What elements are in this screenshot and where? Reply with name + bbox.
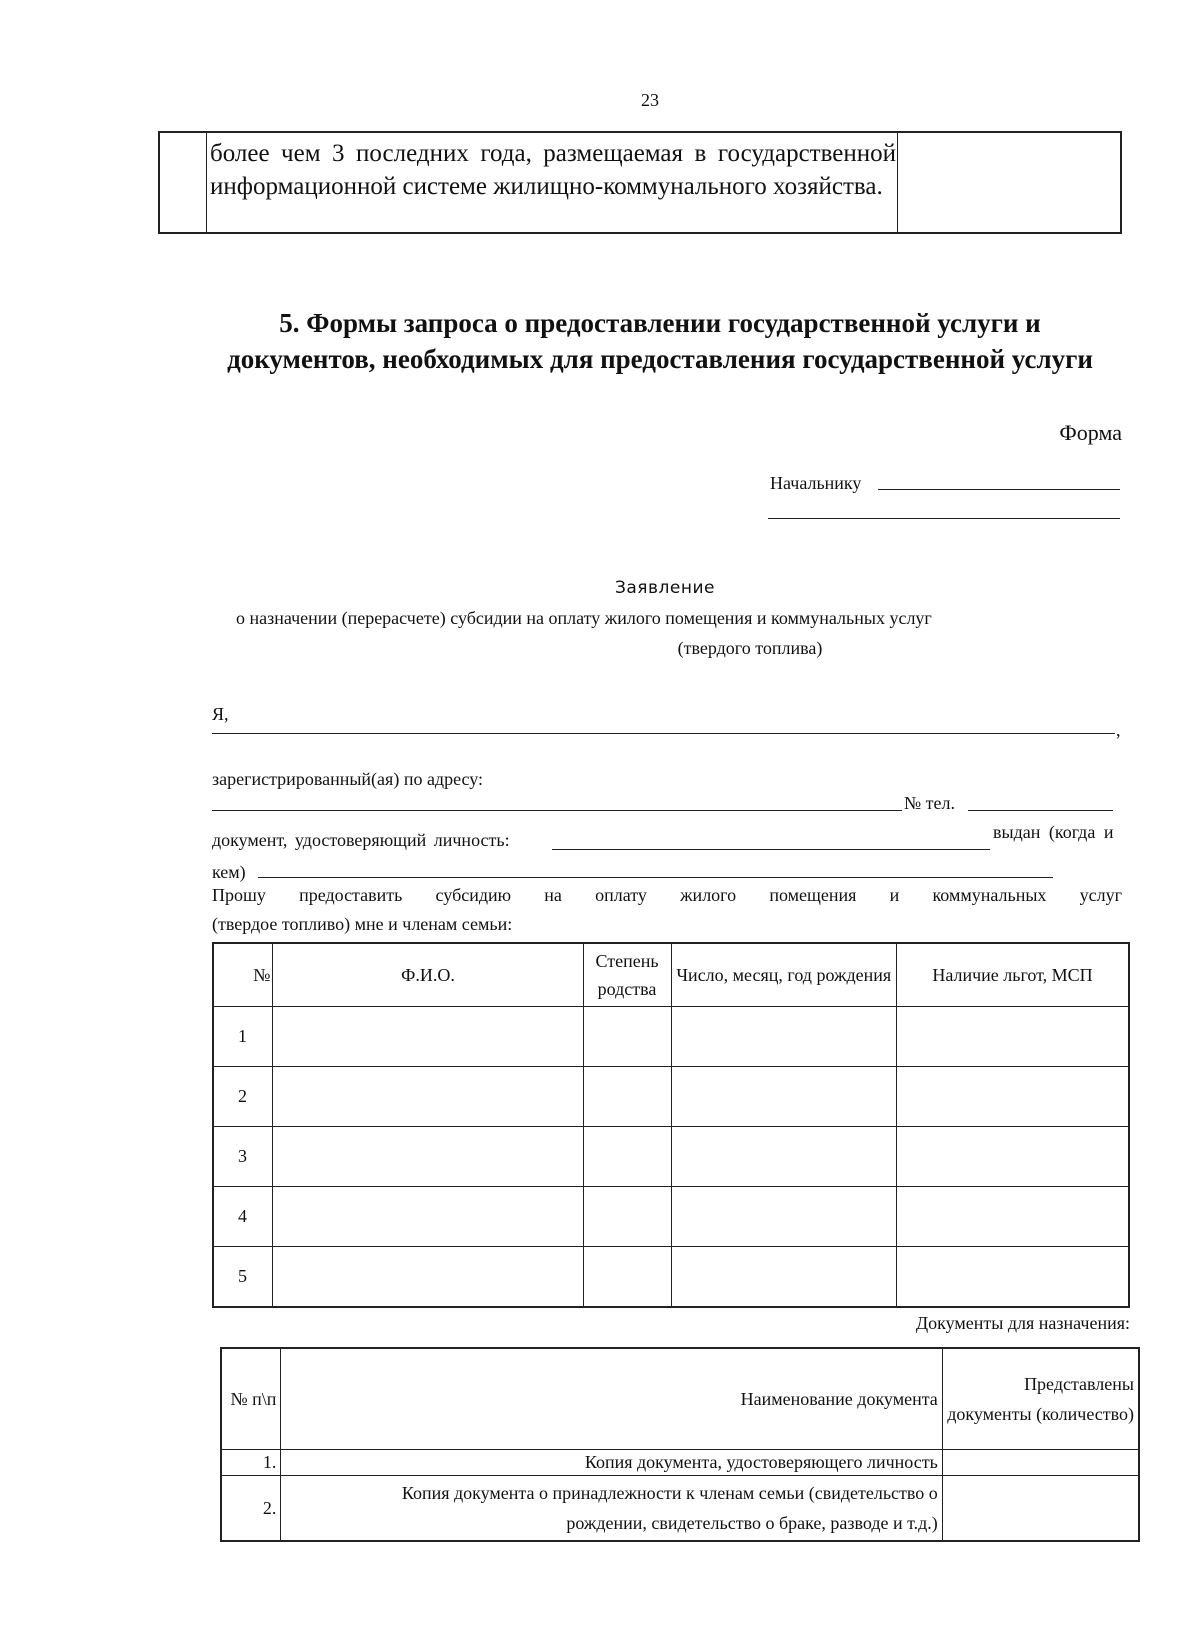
- comma: ,: [1116, 720, 1121, 740]
- member-relation-cell[interactable]: [583, 1187, 671, 1247]
- registered-label: зарегистрированный(ая) по адресу:: [212, 769, 484, 789]
- doc-name-cell: Копия документа о принадлежности к членам семьи (свидетельство о рождении, свидетельство о браке, разводе и т.д.): [281, 1476, 942, 1542]
- member-name-cell[interactable]: [273, 1067, 583, 1127]
- row-number: 5: [213, 1247, 273, 1308]
- addressee-field-2[interactable]: [768, 518, 1120, 519]
- request-text-line2: (твердое топливо) мне и членам семьи:: [212, 914, 513, 934]
- doc-name-cell: Копия документа, удостоверяющего личность: [281, 1450, 942, 1476]
- row-number: 3: [213, 1127, 273, 1187]
- id-doc-label: документ, удостоверяющий личность:: [212, 830, 510, 850]
- doc-row-number: 1.: [221, 1450, 281, 1476]
- page-number: 23: [641, 90, 659, 110]
- col-header-num: №: [213, 943, 273, 1007]
- application-subtitle-line2: (твердого топлива): [677, 638, 823, 658]
- doc-count-cell[interactable]: [942, 1450, 1139, 1476]
- section-title-line1: 5. Формы запроса о предоставлении государственной услуги и: [279, 308, 1041, 338]
- issued-by-field[interactable]: [258, 877, 1053, 878]
- continuation-text: более чем 3 последних года, размещаемая в государственной информационной системе жилищно-коммунального хозяйства.: [210, 140, 896, 200]
- member-birthdate-cell[interactable]: [671, 1127, 897, 1187]
- doc-count-cell[interactable]: [942, 1476, 1139, 1542]
- member-name-cell[interactable]: [273, 1007, 583, 1067]
- i-label: Я,: [212, 704, 229, 724]
- member-birthdate-cell[interactable]: [671, 1067, 897, 1127]
- continuation-table: [158, 131, 1122, 234]
- documents-table: [220, 1347, 1140, 1542]
- member-name-cell[interactable]: [273, 1187, 583, 1247]
- member-relation-cell[interactable]: [583, 1247, 671, 1308]
- col-header-relation: Степень родства: [583, 943, 671, 1007]
- doc-row-number: 2.: [221, 1476, 281, 1542]
- id-doc-field[interactable]: [552, 849, 990, 850]
- col-header-birthdate: Число, месяц, год рождения: [671, 943, 897, 1007]
- col-header-benefits: Наличие льгот, МСП: [897, 943, 1129, 1007]
- member-name-cell[interactable]: [273, 1247, 583, 1308]
- member-birthdate-cell[interactable]: [671, 1247, 897, 1308]
- member-birthdate-cell[interactable]: [671, 1187, 897, 1247]
- addressee-label: Начальнику: [770, 473, 862, 493]
- form-label: Форма: [1059, 420, 1122, 445]
- table-row: [221, 1476, 1139, 1542]
- application-subtitle-line1: о назначении (перерасчете) субсидии на оплату жилого помещения и коммунальных услуг: [236, 608, 932, 628]
- table-row: [213, 1247, 1129, 1308]
- member-relation-cell[interactable]: [583, 1127, 671, 1187]
- section-title: [190, 305, 1130, 377]
- phone-label: № тел.: [904, 793, 956, 813]
- address-field[interactable]: [212, 810, 902, 811]
- request-text-line1: Прошу предоставить субсидию на оплату жилого помещения и коммунальных услуг: [212, 885, 1122, 905]
- member-relation-cell[interactable]: [583, 1007, 671, 1067]
- col-header-num: № п\п: [221, 1348, 281, 1450]
- col-header-document-name: Наименование документа: [281, 1348, 942, 1450]
- phone-field[interactable]: [968, 810, 1113, 811]
- table-row: [213, 1127, 1129, 1187]
- table-row: [213, 1067, 1129, 1127]
- member-name-cell[interactable]: [273, 1127, 583, 1187]
- continuation-num-cell: [160, 133, 207, 232]
- member-benefits-cell[interactable]: [897, 1187, 1129, 1247]
- member-benefits-cell[interactable]: [897, 1067, 1129, 1127]
- member-relation-cell[interactable]: [583, 1067, 671, 1127]
- row-number: 1: [213, 1007, 273, 1067]
- documents-caption: Документы для назначения:: [915, 1313, 1130, 1333]
- member-benefits-cell[interactable]: [897, 1247, 1129, 1308]
- member-birthdate-cell[interactable]: [671, 1007, 897, 1067]
- member-benefits-cell[interactable]: [897, 1007, 1129, 1067]
- table-row: [213, 1007, 1129, 1067]
- table-header-row: [221, 1348, 1139, 1450]
- row-number: 4: [213, 1187, 273, 1247]
- full-name-field[interactable]: [212, 733, 1115, 734]
- row-number: 2: [213, 1067, 273, 1127]
- by-whom-label: кем): [212, 862, 246, 882]
- table-header-row: [213, 943, 1129, 1007]
- continuation-value-cell: [897, 133, 1120, 232]
- section-title-line2: документов, необходимых для предоставления государственной услуги: [227, 344, 1093, 374]
- member-benefits-cell[interactable]: [897, 1127, 1129, 1187]
- col-header-provided: Представлены документы (количество): [942, 1348, 1139, 1450]
- addressee-field[interactable]: [878, 489, 1120, 490]
- table-row: [221, 1450, 1139, 1476]
- family-members-table: [212, 942, 1130, 1308]
- table-row: [213, 1187, 1129, 1247]
- application-title: Заявление: [614, 578, 715, 598]
- col-header-name: Ф.И.О.: [273, 943, 583, 1007]
- issued-label: выдан (когда и: [993, 822, 1114, 842]
